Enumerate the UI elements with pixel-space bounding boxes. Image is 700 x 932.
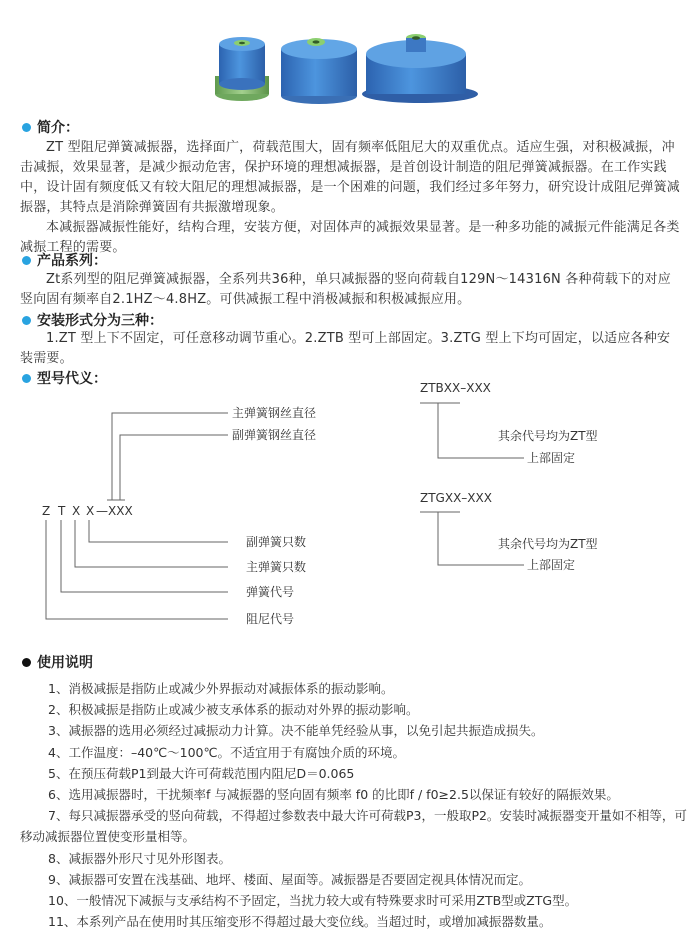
damper-medium — [281, 38, 357, 104]
ztb-fix: 上部固定 — [527, 451, 576, 465]
label-main-count: 主弹簧只数 — [246, 560, 307, 574]
bullet-icon — [22, 316, 31, 325]
label-sub-count: 副弹簧只数 — [246, 535, 307, 549]
section-intro-heading — [22, 117, 79, 137]
model-code-diagram — [0, 375, 700, 650]
usage-item-6: 6、选用减振器时，干扰频率f 与减振器的竖向固有频率 f0 的比即f / f0≥2.5以保证有较好的隔振效果。 — [48, 787, 619, 803]
section-install-heading — [22, 310, 163, 330]
line-damping-code — [46, 520, 228, 619]
code-letter-z: Z — [42, 504, 51, 518]
section-install-body — [20, 329, 680, 369]
section-intro-body — [20, 138, 680, 258]
label-damping-code: 阻尼代号 — [246, 612, 295, 626]
usage-list — [20, 678, 690, 932]
label-sub-wire: 副弹簧钢丝直径 — [232, 428, 317, 442]
section-series-heading — [22, 250, 107, 270]
usage-item-2: 2、积极减振是指防止或减少被支承体系的振动对外界的振动影响。 — [48, 702, 419, 718]
section-usage-heading — [22, 652, 93, 672]
usage-item-3: 3、减振器的选用必须经过减振动力计算。决不能单凭经验从事，以免引起共振造成损失。 — [48, 723, 544, 739]
series-paragraph: Zt系列型的阻尼弹簧减振器，全系列共36种，单只减振器的竖向荷载自129N～14316N 各种荷载下的对应竖向固有频率自2.1HZ～4.8HZ。可供减振工程中消极减振和积极减振应用。 — [20, 272, 671, 307]
install-paragraph: 1.ZT 型上下不固定，可任意移动调节重心。2.ZTB 型可上部固定。3.ZTG 型上下均可固定，以适应各种安装需要。 — [20, 331, 671, 366]
ztg-code: ZTGXX–XXX — [420, 491, 492, 505]
line-spring-code — [61, 520, 228, 592]
section-model-title: 型号代义： — [37, 371, 107, 387]
line-main-count — [75, 520, 228, 567]
usage-item-4: 4、工作温度：–40℃～100℃。不适宜用于有腐蚀介质的环境。 — [48, 744, 406, 760]
code-suffix: —XXX — [96, 504, 133, 518]
usage-item-10: 10、一般情况下减振与支承结构不予固定，当扰力较大或有特殊要求时可采用ZTB型或ZTG型。 — [48, 893, 578, 909]
section-series-title: 产品系列： — [37, 253, 107, 269]
section-install-title: 安装形式分为三种： — [37, 313, 163, 329]
line-main-wire — [112, 413, 228, 500]
usage-item-5: 5、在预压荷载P1到最大许可荷载范围内阻尼D＝0.065 — [48, 765, 355, 781]
code-letter-x2: X — [86, 504, 95, 518]
line-sub-wire — [120, 435, 228, 500]
usage-item-9: 9、减振器可安置在浅基础、地坪、楼面、屋面等。减振器是否要固定视具体情况而定。 — [48, 871, 531, 887]
usage-item-7: 7、每只减振器承受的竖向荷载，不得超过参数表中最大许可荷载P3，一般取P2。安装时减振器变开量如不相等，可移动减振器位置使变形量相等。 — [20, 808, 687, 845]
ztb-rest: 其余代号均为ZT型 — [498, 429, 598, 443]
section-intro-title: 简介： — [37, 120, 79, 136]
damper-small — [215, 37, 269, 101]
usage-item-8: 8、减振器外形尺寸见外形图表。 — [48, 850, 231, 866]
product-photo — [200, 14, 480, 114]
label-main-wire: 主弹簧钢丝直径 — [232, 406, 317, 420]
ztb-code: ZTBXX–XXX — [420, 381, 491, 395]
label-spring-code: 弹簧代号 — [246, 585, 295, 599]
code-letter-x1: X — [72, 504, 81, 518]
section-series-body — [20, 270, 680, 310]
code-letter-t: T — [58, 504, 66, 518]
section-usage-title: 使用说明 — [37, 655, 93, 671]
bullet-icon — [22, 256, 31, 265]
intro-paragraph-1: ZT 型阻尼弹簧减振器，选择面广，荷载范围大，固有频率低阻尼大的双重优点。适应生强，对积极减振，冲击减振，效果显著，是减少振动危害，保护环境的理想减振器，是首创设计制造的阻尼弹簧减振器。在工作实践中，设计固有频度低又有较大阻尼的理想减振器，是一个困难的问题，我们经过多年努力，研究设计成阻尼弹簧减振器，其特点是消除弹簧固有共振激增现象。 — [20, 140, 681, 215]
usage-item-11: 11、本系列产品在使用时其压缩变形不得超过最大变位线。当超过时，或增加减振器数量。 — [48, 914, 552, 930]
line-sub-count — [89, 520, 228, 542]
usage-item-1: 1、消极减振是指防止或减少外界振动对减振体系的振动影响。 — [48, 681, 394, 696]
bullet-icon — [22, 123, 31, 132]
damper-large — [362, 34, 478, 103]
bullet-icon — [22, 658, 31, 667]
ztg-fix: 上部固定 — [527, 558, 576, 572]
intro-paragraph-2: 本减振器减振性能好，结构合理，安装方便，对固体声的减振效果显著。是一种多功能的减振元件能满足各类减振工程的需要。 — [20, 220, 680, 255]
ztg-rest: 其余代号均为ZT型 — [498, 537, 598, 551]
